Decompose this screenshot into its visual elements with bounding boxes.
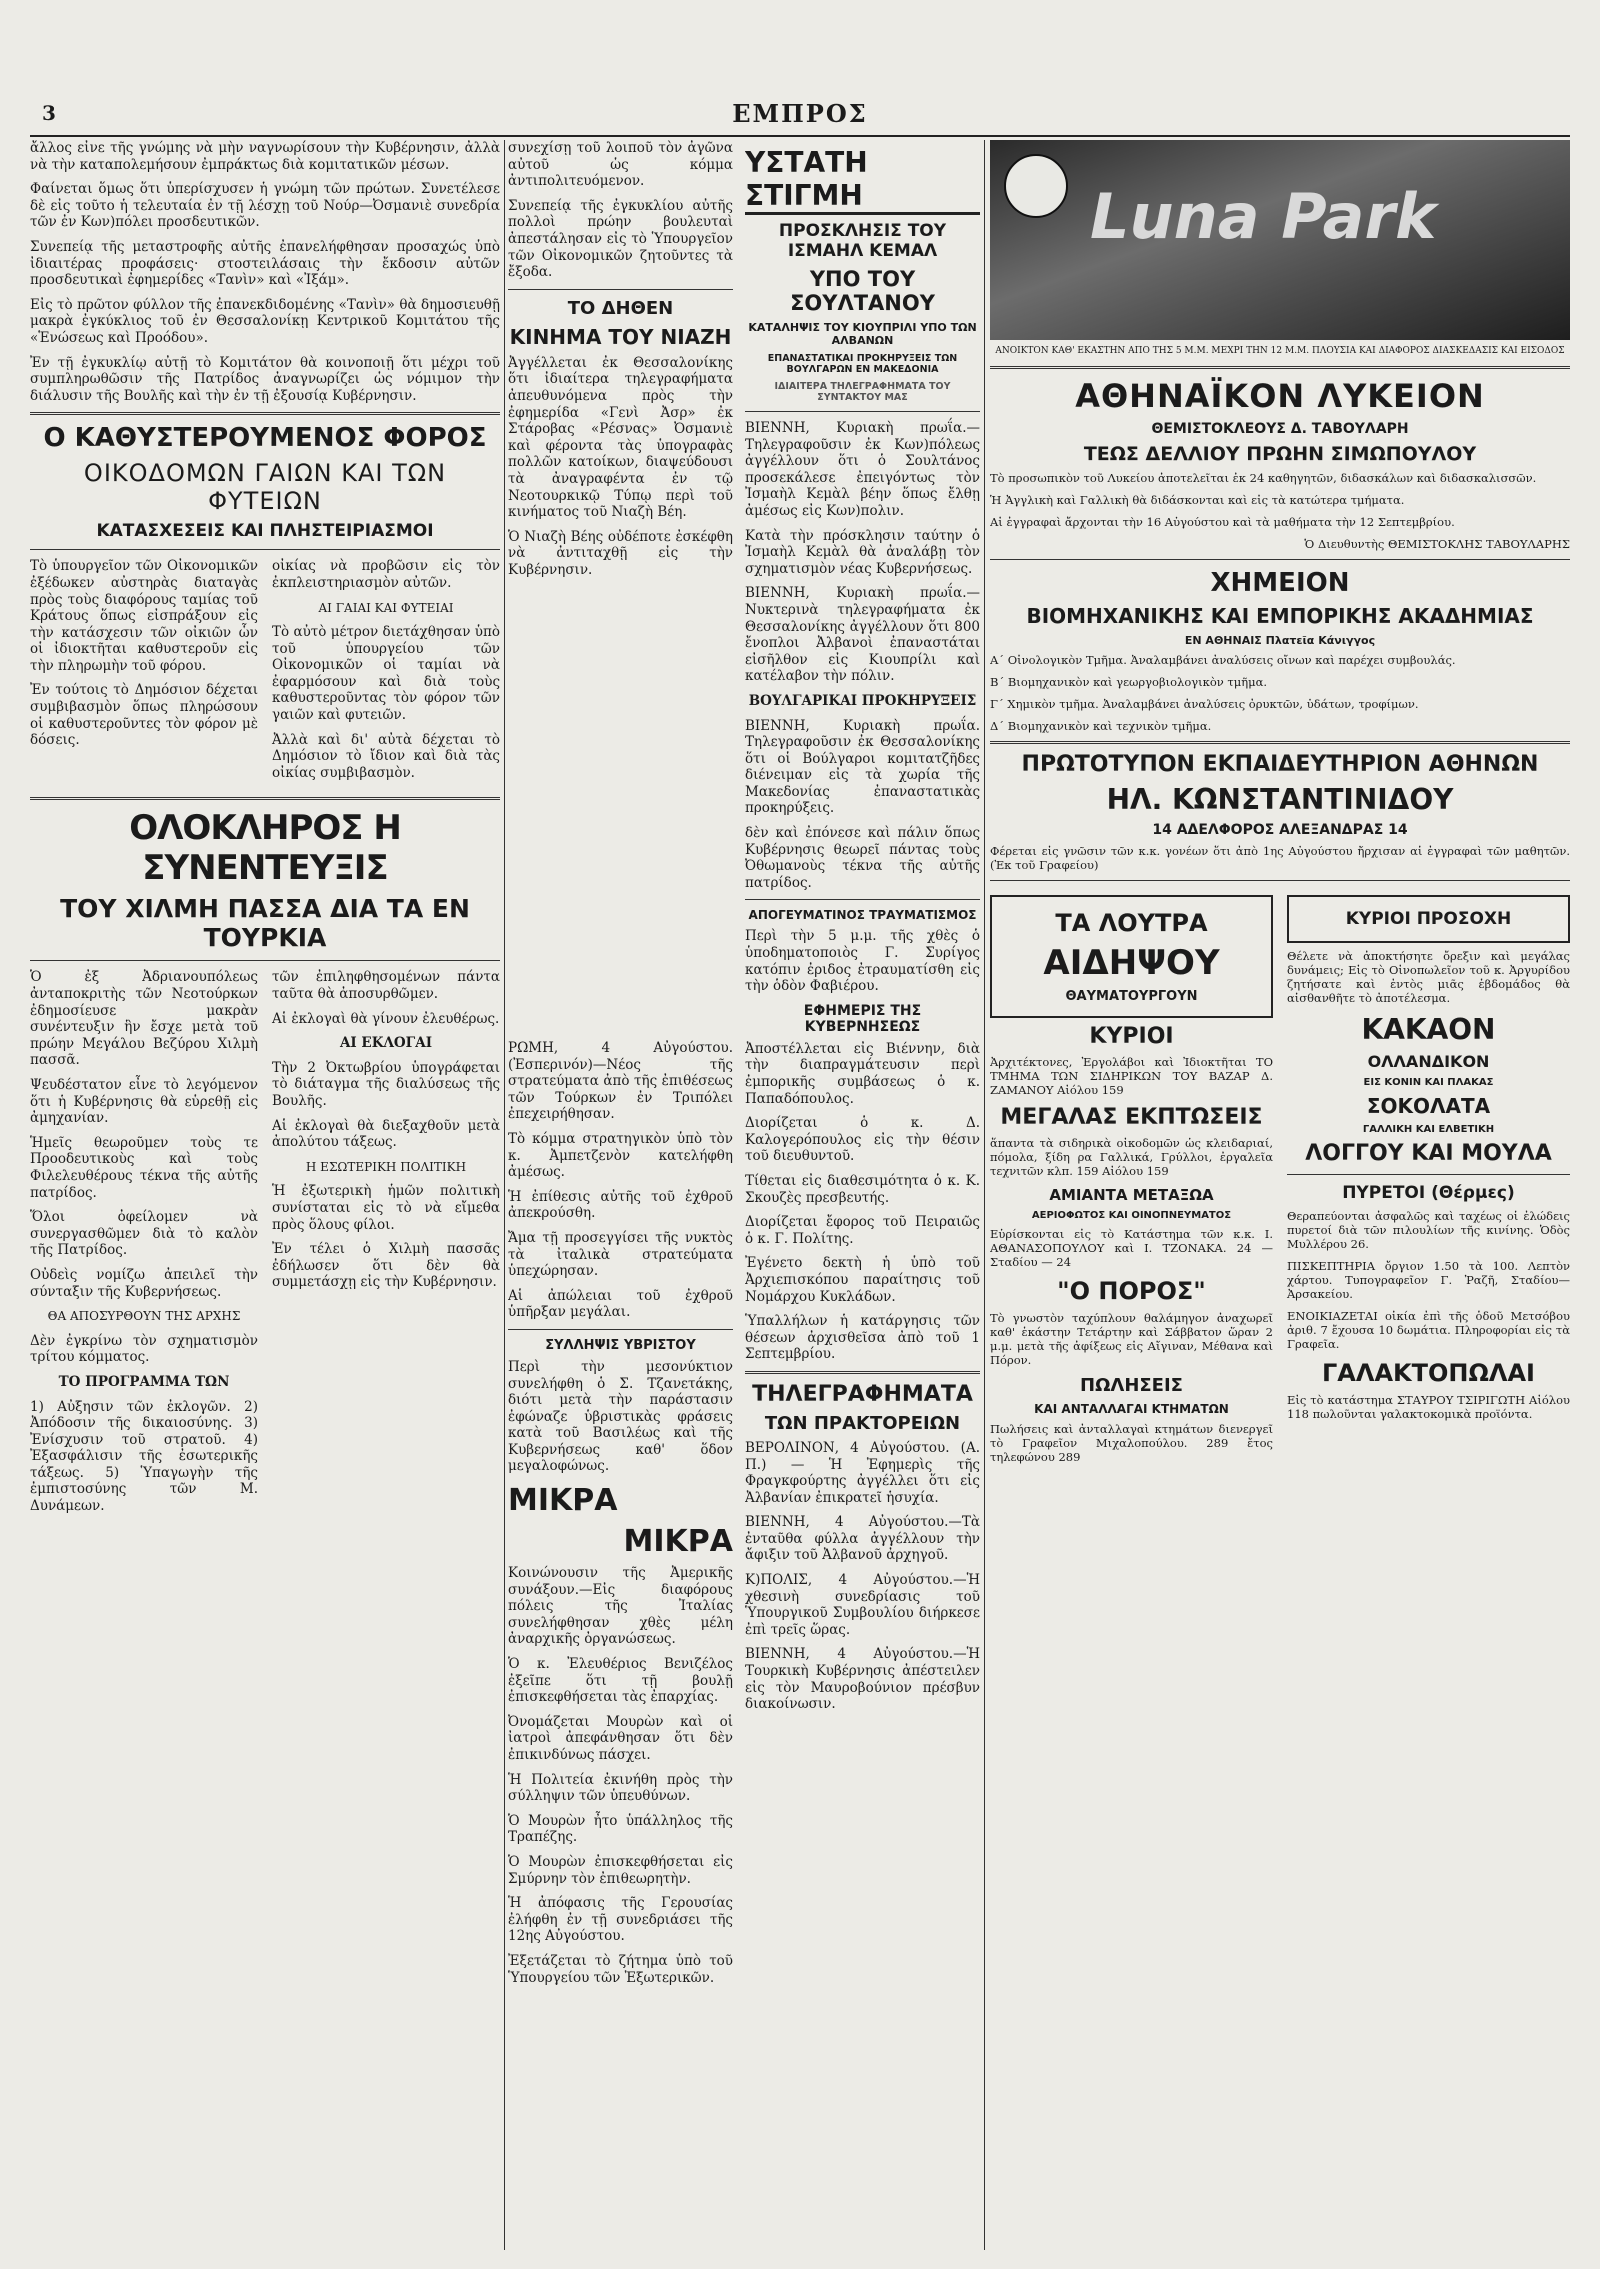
paragraph: Φαίνεται ὅμως ὅτι ὑπερίσχυσεν ἡ γνώμη τῶν πρώτων. Συνετέλεσε δὲ εἰς τοῦτο ἡ τελευταία ἐν τῇ λέσχῃ τοῦ Νούρ—Ὀσμανιὲ συνεδρία τῶν ἐν Κων)πόλει προσδευτικῶν.	[30, 181, 500, 231]
section-heading: ΘΑ ΑΠΟΣΥΡΘΟΥΝ ΤΗΣ ΑΡΧΗΣ	[47, 1309, 241, 1324]
divider	[30, 549, 500, 550]
ad-title: ΚΥΡΙΟΙ	[1089, 1024, 1174, 1049]
ad-subtitle: ΒΙΟΜΗΧΑΝΙΚΗΣ ΚΑΙ ΕΜΠΟΡΙΚΗΣ ΑΚΑΔΗΜΙΑΣ	[1026, 604, 1534, 628]
paragraph: Ὁ κ. Ἐλευθέριος Βενιζέλος ἐξεῖπε ὅτι τῇ βουλῇ ἐπισκεφθήσεται τὰς ἐπαρχίας.	[508, 1656, 733, 1706]
subheadline: ΚΑΤΑΛΗΨΙΣ ΤΟΥ ΚΙΟΥΠΡΙΛΙ ΥΠΟ ΤΩΝ ΑΛΒΑΝΩΝ	[748, 321, 977, 347]
ad-subtitle: ΘΑΥΜΑΤΟΥΡΓΟΥΝ	[1065, 989, 1198, 1004]
paragraph: ΠΙΣΚΕΠΤΗΡΙΑ ὄργιον 1.50 τὰ 100. Λεπτὸν χάρτου. Τυπογραφεῖον Γ. Ῥαζῆ, Σταδίου—Ἀρσακείου.	[1287, 1259, 1570, 1301]
ads-two-columns	[990, 889, 1570, 1472]
paragraph: ΒΙΕΝΝΗ, Κυριακὴ πρωΐα. Τηλεγραφοῦσιν ἐκ Θεσσαλονίκης ὅτι οἱ Βούλγαροι κομιτατζῆδες διένειμαν εἰς τὰ χωρία τῆς Μακεδονίας ἐπαναστατικὰς προκηρύξεις.	[745, 717, 980, 817]
ad-title: ΠΥΡΕΤΟΙ (Θέρμες)	[1342, 1183, 1515, 1203]
paragraph: Διορίζεται ὁ κ. Δ. Καλογερόπουλος εἰς τὴν θέσιν τοῦ διευθυντοῦ.	[745, 1115, 980, 1165]
paragraph: Τίθεται εἰς διαθεσιμότητα ὁ κ. Κ. Σκουζὲς πρεσβευτής.	[745, 1172, 980, 1206]
paragraph: Φέρεται εἰς γνῶσιν τῶν κ.κ. γονέων ὅτι ἀπὸ 1ης Αὐγούστου ἤρχισαν αἱ ἐγγραφαὶ τῶν μαθητῶν. (Ἐκ τοῦ Γραφείου)	[990, 844, 1570, 872]
divider	[990, 366, 1570, 369]
ad-subtitle: ΑΕΡΙΟΦΩΤΟΣ ΚΑΙ ΟΙΝΟΠΝΕΥΜΑΤΟΣ	[1031, 1210, 1232, 1221]
paragraph: Ὁ ἐξ Ἀδριανουπόλεως ἀνταποκριτὴς τῶν Νεοτούρκων ἐδημοσίευσε μακρὰν συνέντευξιν ἣν ἔσχε μετὰ τοῦ πρώην Μεγάλου Βεζύρου Χιλμὴ πασσᾶ.	[30, 969, 258, 1069]
column-divider	[984, 140, 985, 2250]
paragraph: Ὑπαλλήλων ἡ κατάργησις τῶν θέσεων ἀρχισθεῖσα ἀπὸ τοῦ 1 Σεπτεμβρίου.	[745, 1313, 980, 1363]
section-heading: ΤΟ ΠΡΟΓΡΑΜΜΑ ΤΩΝ	[58, 1373, 230, 1390]
paragraph: 1) Αὐξησιν τῶν ἐκλογῶν. 2) Ἀπόδοσιν τῆς δικαιοσύνης. 3) Ἐνίσχυσιν τοῦ στρατοῦ. 4) Ἐξασφάλισιν τῆς ἐσωτερικῆς τάξεως. 5) Ὑπαγωγὴν τῆς ἐμπιστοσύνης τῶν Μ. Δυνάμεων.	[30, 1398, 258, 1515]
masthead	[30, 95, 1570, 137]
divider	[508, 289, 733, 290]
paragraph: Περὶ τὴν μεσονύκτιον συνελήφθη ὁ Σ. Τζανετάκης, διότι μετὰ τὴν παράστασιν ἐφώναζε ὑβριστικὰς φράσεις κατὰ τοῦ Βασιλέως καὶ τῆς Κυβερνήσεως καθ' ὅδον μεγαλοφώνως.	[508, 1358, 733, 1475]
ad-subtitle: ΤΕΩΣ ΔΕΛΛΙΟΥ ΠΡΩΗΝ ΣΙΜΩΠΟΥΛΟΥ	[1083, 443, 1477, 465]
page-number: 3	[42, 101, 56, 125]
paragraph: Ὀνομάζεται Μουρὼν καὶ οἱ ἰατροὶ ἀπεφάνθησαν ὅτι δὲν ἐπικινδύνως πάσχει.	[508, 1713, 733, 1763]
cinema-caption: ΑΝΟΙΚΤΟΝ ΚΑΘ' ΕΚΑΣΤΗΝ ΑΠΟ ΤΗΣ 5 Μ.Μ. ΜΕΧΡΙ ΤΗΝ 12 Μ.Μ. ΠΛΟΥΣΙΑ ΚΑΙ ΔΙΑΦΟΡΟΣ ΔΙΑΣΚΕΔΑΣΙΣ ΚΑΙ ΕΙΣΟΔΟΣ	[995, 346, 1565, 356]
ad-subtitle: ΕΙΣ ΚΟΝΙΝ ΚΑΙ ΠΛΑΚΑΣ	[1363, 1077, 1494, 1088]
paragraph: ΒΙΕΝΝΗ, 4 Αὐγούστου.—Τὰ ἐνταῦθα φύλλα ἀγγέλλουν τὴν ἄφιξιν τοῦ Ἀλβανοῦ ἀρχηγοῦ.	[745, 1514, 980, 1564]
paragraph: Τὸ ὑπουργεῖον τῶν Οἰκονομικῶν ἐξέδωκεν αὐστηρὰς διαταγὰς πρὸς τοὺς διαφόρους ταμίας τοῦ Κράτους ὅπως εἰσπράξουν εἰς τὴν κατάσχεσιν τῶν οἰκιῶν ὧν οἱ ἰδιοκτῆται καθυστεροῦν εἰς τὴν πληρωμὴν τοῦ φόρου.	[30, 558, 258, 674]
paragraph: Κατὰ τὴν πρόσκλησιν ταύτην ὁ Ἰσμαὴλ Κεμὰλ θὰ ἀναλάβῃ τὸν σχηματισμὸν νέας Κυβερνήσεως.	[745, 527, 980, 577]
paragraph: Ὁ Μουρὼν ἐπισκεφθήσεται εἰς Σμύρνην τὸν ἐπιθεωρητὴν.	[508, 1853, 733, 1887]
ad-subtitle: ΘΕΜΙΣΤΟΚΛΕΟΥΣ Δ. ΤΑΒΟΥΛΑΡΗ	[1151, 421, 1409, 437]
newspaper-title: ΕΜΠΡΟΣ	[732, 99, 868, 128]
paragraph: Τὸ κόμμα στρατηγικὸν ὑπὸ τὸν κ. Ἀμπετζενὸν κατελήφθη ἀμέσως.	[508, 1130, 733, 1181]
column-1	[30, 140, 500, 2250]
paragraph: Ὅλοι ὀφείλομεν νὰ συνεργασθῶμεν διὰ τὸ καλὸν τῆς Πατρίδος.	[30, 1209, 258, 1259]
paragraph: ΒΕΡΟΛΙΝΟΝ, 4 Αὐγούστου. (Α. Π.) — Ἡ Ἐφημερὶς τῆς Φραγκφούρτης ἀγγέλλει ὅτι εἰς Ἀλβανίαν ἐπικρατεῖ ἡσυχία.	[745, 1439, 980, 1506]
ad-box-prosoxi	[1287, 895, 1570, 943]
paragraph: Ἐγένετο δεκτὴ ἡ ὑπὸ τοῦ Ἀρχιεπισκόπου παραίτησις τοῦ Νομάρχου Κυκλάδων.	[745, 1255, 980, 1305]
paragraph: Ἀλλὰ καὶ δι' αὐτὰ δέχεται τὸ Δημόσιον τὸ ἴδιον καὶ διὰ τὰς οἰκίας συμβιβασμὸν.	[272, 731, 500, 781]
ad-title: ΚΑΚΑΟΝ	[1361, 1013, 1496, 1046]
paragraph: Β΄ Βιομηχανικὸν καὶ γεωργοβιολογικὸν τμῆμα.	[990, 675, 1268, 689]
ad-title: ΚΥΡΙΟΙ ΠΡΟΣΟΧΗ	[1345, 909, 1512, 929]
signature: Ὁ Διευθυντὴς ΘΕΜΙΣΤΟΚΛΗΣ ΤΑΒΟΥΛΑΡΗΣ	[1304, 537, 1570, 551]
paragraph: ΒΙΕΝΝΗ, Κυριακὴ πρωΐα.—Νυκτερινὰ τηλεγραφήματα ἐκ Θεσσαλονίκης ἀγγέλλουν ὅτι 800 ἔνοπλοι Ἀλβανοὶ ἐπαναστάται εἰσῆλθον εἰς Κιουπρίλι καὶ κατέλαβον τὴν πόλιν.	[745, 585, 980, 685]
paragraph: Ἐν τῇ ἐγκυκλίῳ αὐτῇ τὸ Κομιτάτον θὰ κοινοποιῇ ὅτι μέχρι τοῦ συμπληρωθῶσιν τῆς Πατρίδος ἀναγνωρίζει ὡς νόμιμον τὴν διάλυσιν τῆς Βουλῆς καὶ τὴν ἐν τῇ ἐξουσίᾳ Κυβέρνησιν.	[30, 354, 500, 404]
divider	[745, 899, 980, 900]
paragraph: Δὲν ἐγκρίνω τὸν σχηματισμὸν τρίτου κόμματος.	[30, 1332, 258, 1366]
paragraph: Κοινώνουσιν τῆς Ἀμερικῆς συνάξουν.—Εἰς διαφόρους πόλεις τῆς Ἰταλίας συνελήφθησαν χθὲς μέλη ἀναρχικῆς ὀργανώσεως.	[508, 1565, 733, 1648]
divider	[745, 1371, 980, 1374]
ad-title: ΑΜΙΑΝΤΑ ΜΕΤΑΞΩΑ	[1049, 1186, 1214, 1204]
paragraph: Ἡ ἀπόφασις τῆς Γερουσίας ἐλήφθη ἐν τῇ συνεδριάσει τῆς 12ης Αὐγούστου.	[508, 1895, 733, 1945]
ad-subtitle: ΗΛ. ΚΩΝΣΤΑΝΤΙΝΙΔΟΥ	[1106, 783, 1454, 816]
headline: ΑΠΟΓΕΥΜΑΤΙΝΟΣ ΤΡΑΥΜΑΤΙΣΜΟΣ	[748, 908, 977, 923]
ad-title: ΤΑ ΛΟΥΤΡΑ	[1055, 909, 1208, 937]
ad-box-loutra	[990, 895, 1273, 1018]
paragraph: Ἀρχιτέκτονες, Ἐργολάβοι καὶ Ἰδιοκτῆται ΤΟ ΤΜΗΜΑ ΤΩΝ ΣΙΔΗΡΙΚΩΝ ΤΟΥ ΒΑΖΑΡ Δ. ΖΑΜΑΝΟΥ Αἰόλου 159	[990, 1055, 1273, 1097]
section-heading: ΑΙ ΕΚΛΟΓΑΙ	[339, 1035, 433, 1052]
subheadline: ΙΔΙΑΙΤΕΡΑ ΤΗΛΕΓΡΑΦΗΜΑΤΑ ΤΟΥ ΣΥΝΤΑΚΤΟΥ ΜΑΣ	[774, 381, 951, 403]
headline: ΟΙΚΟΔΟΜΩΝ ΓΑΙΩΝ ΚΑΙ ΤΩΝ ΦΥΤΕΙΩΝ	[83, 459, 447, 516]
divider	[508, 1329, 733, 1330]
section-heading: ΒΟΥΛΓΑΡΙΚΑΙ ΠΡΟΚΗΡΥΞΕΙΣ	[748, 692, 977, 709]
paragraph: Θεραπεύονται ἀσφαλῶς καὶ ταχέως οἱ ἐλώδεις πυρετοί διὰ τῶν πιλουλίων τῆς κινίνης. Ὁδὸς Μυλλέρου 26.	[1287, 1209, 1570, 1251]
paragraph: Αἱ ἀπώλειαι τοῦ ἐχθροῦ ὑπῆρξαν μεγάλαι.	[508, 1287, 733, 1321]
paragraph: Ἡ Ἀγγλικὴ καὶ Γαλλικὴ θὰ διδάσκονται καὶ εἰς τὰ κατώτερα τμήματα.	[990, 493, 1405, 507]
paragraph: ΡΩΜΗ, 4 Αὐγούστου. (Ἐσπερινόν)—Νέος τῆς στρατεύματα ἀπὸ τῆς ἐπιθέσεως τῶν Τούρκων ἐν Τριπόλει ἐπεχειρήθησαν.	[508, 1040, 733, 1123]
paragraph: Περὶ τὴν 5 μ.μ. τῆς χθὲς ὁ ὑποδηματοποιὸς Γ. Συρίγος κατόπιν ἐριδος ἐτραυματίσθη εἰς τὴν ὁδὸν Φαβιέρου.	[745, 928, 980, 995]
divider	[745, 411, 980, 412]
ad-title: ΑΙΔΗΨΟΥ	[1043, 943, 1220, 983]
headline: ΟΛΟΚΛΗΡΟΣ Η ΣΥΝΕΝΤΕΥΞΙΣ	[129, 808, 401, 889]
article-body	[30, 969, 500, 1522]
divider	[30, 412, 500, 415]
paragraph: Εἰς τὸ κατάστημα ΣΤΑΥΡΟΥ ΤΣΙΡΙΓΩΤΗ Αἰόλου 118 πωλοῦνται γαλακτοκομικὰ προϊόντα.	[1287, 1393, 1570, 1421]
ad-title: ΠΩΛΗΣΕΙΣ	[1080, 1375, 1183, 1396]
headline: ΣΥΛΛΗΨΙΣ ΥΒΡΙΣΤΟΥ	[545, 1337, 696, 1353]
paragraph: ΒΙΕΝΝΗ, 4 Αὐγούστου.—Ἡ Τουρκικὴ Κυβέρνησις ἀπέστειλεν εἰς τὸν Μαυροβούνιον πρέσβυν διακοίνωσιν.	[745, 1646, 980, 1713]
ad-title: ΣΟΚΟΛΑΤΑ	[1366, 1094, 1491, 1118]
headline: ΤΟΥ ΧΙΛΜΗ ΠΑΣΣΑ ΔΙΑ ΤΑ ΕΝ ΤΟΥΡΚΙΑ	[60, 894, 470, 953]
paragraph: Ἡμεῖς θεωροῦμεν τοὺς τε Προοδευτικοὺς καὶ τοὺς Φιλελευθέρους τέκνα τῆς αὐτῆς πατρίδος.	[30, 1134, 258, 1201]
ad-title: "Ο ΠΟΡΟΣ"	[1057, 1277, 1206, 1305]
column-2b	[745, 140, 980, 2250]
paragraph: Ὁ Νιαζὴ Βέης οὐδέποτε ἐσκέφθη νὰ ἀντιταχθῇ εἰς τὴν Κυβέρνησιν.	[508, 528, 733, 578]
article-body	[30, 558, 500, 789]
paragraph: τῶν ἐπιληφθησομένων πάντα ταῦτα θὰ ἀποσυρθῶμεν.	[272, 969, 500, 1003]
paragraph: Α΄ Οἰνολογικὸν Τμῆμα. Ἀναλαμβάνει ἀναλύσεις οἴνων καὶ παρέχει συμβουλάς.	[990, 653, 1456, 667]
section-heading: ΑΙ ΓΑΙΑΙ ΚΑΙ ΦΥΤΕΙΑΙ	[318, 600, 454, 615]
headline: ΕΦΗΜΕΡΙΣ ΤΗΣ ΚΥΒΕΡΝΗΣΕΩΣ	[803, 1002, 922, 1035]
divider	[1287, 1174, 1570, 1175]
paragraph: Κ)ΠΟΛΙΣ, 4 Αὐγούστου.—Ἡ χθεσινὴ συνεδρίασις τοῦ Ὑπουργικοῦ Συμβουλίου διήρκεσε ἐπὶ τρεῖς ὥρας.	[745, 1572, 980, 1638]
divider	[990, 741, 1570, 744]
divider	[990, 880, 1570, 881]
paragraph: Τὸ γνωστὸν ταχύπλουν θαλάμηγον ἀναχωρεῖ καθ' ἑκάστην Τετάρτην καὶ Σάββατον ὥραν 2 μ.μ. μετὰ τῆς ἀφίξεως εἰς Αἴγιναν, Μέθανα καὶ Πόρον.	[990, 1311, 1273, 1367]
headline: ΥΣΤΑΤΗ ΣΤΙΓΜΗ	[745, 146, 980, 215]
ad-subtitle: ΓΑΛΛΙΚΗ ΚΑΙ ΕΛΒΕΤΙΚΗ	[1362, 1124, 1495, 1135]
column-2-lower	[508, 1040, 733, 2250]
paragraph: ἄλλος εἶνε τῆς γνώμης νὰ μὴν ναγνωρίσουν τὴν Κυβέρνησιν, ἀλλὰ νὰ τὴν καταπολεμήσουν ἐμπράκτως διὰ κομιτατικῶν μέσων.	[30, 140, 500, 173]
paragraph: Πωλήσεις καὶ ἀνταλλαγαὶ κτημάτων διενεργεῖ τὸ Γραφεῖον Μιχαλοπούλου. 289 ἔτος τηλεφώνου 289	[990, 1422, 1273, 1464]
paragraph: Ἐξετάζεται τὸ ζήτημα ὑπὸ τοῦ Ὑπουργείου τῶν Ἐξωτερικῶν.	[508, 1952, 733, 1986]
section-heading: Η ΕΣΩΤΕΡΙΚΗ ΠΟΛΙΤΙΚΗ	[305, 1159, 467, 1174]
headline: ΤΗΛΕΓΡΑΦΗΜΑΤΑ	[752, 1381, 973, 1407]
paragraph: Ἐν τούτοις τὸ Δημόσιον δέχεται συμβιβασμὸν ὅπως πληρώσουν οἱ καθυστεροῦντες τὸν φόρον μὲ δόσεις.	[30, 682, 258, 749]
ad-title: ΜΕΓΑΛΑΣ ΕΚΠΤΩΣΕΙΣ	[1000, 1105, 1263, 1130]
paragraph: Συνεπείᾳ τῆς ἐγκυκλίου αὐτῆς πολλοὶ πρώην βουλευταὶ ἀπεστάλησαν εἰς τὸ Ὑπουργεῖον τῶν Οἰκονομικῶν ζητοῦντες τὰ ἔξοδα.	[508, 197, 733, 281]
paragraph: Ἀποστέλλεται εἰς Βιέννην, διὰ τὴν διαπραγμάτευσιν περὶ ἐμπορικῆς συμβάσεως ὁ κ. Παπαδόπουλος.	[745, 1040, 980, 1107]
divider	[30, 797, 500, 800]
subheadline: ΕΠΑΝΑΣΤΑΤΙΚΑΙ ΠΡΟΚΗΡΥΞΕΙΣ ΤΩΝ ΒΟΥΛΓΑΡΩΝ ΕΝ ΜΑΚΕΔΟΝΙΑ	[767, 353, 958, 375]
paragraph: δὲν καὶ ἐπόνεσε καὶ πάλιν ὅπως Κυβέρνησις θεωρεῖ πάντας τοὺς Ὀθωμανοὺς τέκνα τῆς αὐτῆς πατρίδος.	[745, 825, 980, 891]
paragraph: Θέλετε νὰ ἀποκτήσητε ὄρεξιν καὶ μεγάλας δυνάμεις; Εἰς τὸ Οἰνοπωλεῖον τοῦ κ. Ἀργυρίδου ζητήσατε καὶ ἐντὸς μιᾶς ἑβδομάδος θὰ αἰσθανθῆτε τὸ ἀποτέλεσμα.	[1287, 949, 1570, 1005]
paragraph: Ὁ Μουρὼν ἦτο ὑπάλληλος τῆς Τραπέζης.	[508, 1812, 733, 1846]
paragraph: ἅπαντα τὰ σιδηρικὰ οἰκοδομῶν ὡς κλειδαριαί, πόμολα, ξίδη ρα Γαλλικά, Γρύλλοι, ἐργαλεῖα τεχνιτῶν κλπ. 159 Αἰόλου 159	[990, 1136, 1273, 1178]
ad-title: ΛΟΓΓΟΥ ΚΑΙ ΜΟΥΛΑ	[1305, 1141, 1552, 1166]
paragraph: Τὴν 2 Ὀκτωβρίου ὑπογράφεται τὸ διάταγμα τῆς διαλύσεως τῆς Βουλῆς.	[272, 1059, 500, 1109]
paragraph: Τὸ αὐτὸ μέτρον διετάχθησαν ὑπὸ τοῦ ὑπουργείου τῶν Οἰκονομικῶν οἱ ταμίαι νὰ ἐφαρμόσουν καὶ διὰ τοὺς καθυστεροῦντας τὸν φόρον τῶν γαιῶν καὶ φυτειῶν.	[272, 624, 500, 724]
ad-title: ΓΑΛΑΚΤΟΠΩΛΑΙ	[1322, 1359, 1535, 1387]
paragraph: Αἱ ἐκλογαὶ θὰ γίνουν ἐλευθέρως.	[272, 1010, 500, 1027]
headline: Ο ΚΑΘΥΣΤΕΡΟΥΜΕΝΟΣ ΦΟΡΟΣ	[43, 423, 487, 454]
headline: ΚΙΝΗΜΑ ΤΟΥ ΝΙΑΖΗ	[509, 324, 732, 349]
paragraph: Ἀγγέλλεται ἐκ Θεσσαλονίκης ὅτι ἰδιαίτερα τηλεγραφήματα ἀπευθυνόμενα πρὸς τὴν ἐφημερίδα «Γενὶ Ἀσρ» ἐκ Στάροβας «Ρέσνας» Ὀσμανιὲ καὶ φέροντα τὰς ὑπογραφὰς πολλῶν κατοίκων, διαψεύδουσι τὰ ἀναγραφέντα ἐν τῷ Νεοτουρκικῷ Τύπῳ περὶ τοῦ κινήματος τοῦ Νιαζὴ Βέη.	[508, 354, 733, 521]
ad-subtitle: ΟΛΛΑΝΔΙΚΟΝ	[1367, 1052, 1490, 1071]
paragraph: Εὑρίσκονται εἰς τὸ Κατάστημα τῶν κ.κ. Ι. ΑΘΑΝΑΣΟΠΟΥΛΟΥ καὶ Ι. ΤΖΟΝΑΚΑ. 24 — Σταδίου — 24	[990, 1227, 1273, 1269]
ad-subtitle: 14 ΑΔΕΛΦΟΡΟΣ ΑΛΕΞΑΝΔΡΑΣ 14	[1152, 822, 1408, 838]
cinema-ad-image	[990, 140, 1570, 340]
headline: ΠΡΟΣΚΛΗΣΙΣ ΤΟΥ ΙΣΜΑΗΛ ΚΕΜΑΛ	[778, 221, 947, 261]
column-divider	[504, 140, 505, 2250]
ad-subtitle: ΕΝ ΑΘΗΝΑΙΣ Πλατεῖα Κάνιγγος	[1184, 634, 1376, 647]
ad-title: ΠΡΩΤΟΤΥΠΟΝ ΕΚΠΑΙΔΕΥΤΗΡΙΟΝ ΑΘΗΝΩΝ	[1021, 752, 1539, 777]
paragraph: Διορίζεται ἔφορος τοῦ Πειραιῶς ὁ κ. Γ. Πολίτης.	[745, 1214, 980, 1247]
paragraph: Δ΄ Βιομηχανικὸν καὶ τεχνικὸν τμῆμα.	[990, 719, 1212, 733]
headline: ΤΟ ΔΗΘΕΝ	[567, 297, 674, 319]
cinema-ad-word: Luna Park	[1090, 180, 1437, 253]
paragraph: συνεχίσῃ τοῦ λοιποῦ τὸν ἀγῶνα αὐτοῦ ὡς κόμμα ἀντιπολιτευόμενον.	[508, 140, 733, 190]
headline: ΜΙΚΡΑ	[508, 1483, 618, 1519]
paragraph: Γ΄ Χημικὸν τμῆμα. Ἀναλαμβάνει ἀναλύσεις ὀρυκτῶν, ὑδάτων, τροφίμων.	[990, 697, 1419, 711]
paragraph: Εἰς τὸ πρῶτον φύλλον τῆς ἐπανεκδιδομένης «Τανὶν» θὰ δημοσιευθῇ μακρὰ ἐγκύκλιος τοῦ ἐν Θεσσαλονίκῃ Κεντρικοῦ Κομιτάτου τῆς «Ἑνώσεως καὶ Προόδου».	[30, 296, 500, 346]
paragraph: ΕΝΟΙΚΙΑΖΕΤΑΙ οἰκία ἐπὶ τῆς ὁδοῦ Μετσόβου ἀριθ. 7 ἔχουσα 10 δωμάτια. Πληροφορίαι εἰς τὰ Γραφεῖα.	[1287, 1309, 1570, 1351]
paragraph: οἰκίας νὰ προβῶσιν εἰς τὸν ἐκπλειστηριασμὸν αὐτῶν.	[272, 558, 500, 591]
paragraph: Αἱ ἐγγραφαὶ ἄρχονται τὴν 16 Αὐγούστου καὶ τὰ μαθήματα τὴν 12 Σεπτεμβρίου.	[990, 515, 1455, 529]
paragraph: Ἄμα τῇ προσεγγίσει τῆς νυκτὸς τὰ ἰταλικὰ στρατεύματα ὑπεχώρησαν.	[508, 1229, 733, 1280]
paragraph: Ἐν τέλει ὁ Χιλμὴ πασσᾶς ἐδήλωσεν ὅτι δὲν θὰ συμμετάσχῃ εἰς τὴν Κυβέρνησιν.	[272, 1241, 500, 1291]
paragraph: Οὐδεὶς νομίζω ἀπειλεῖ τὴν σύνταξιν τῆς Κυβερνήσεως.	[30, 1266, 258, 1300]
moon-face-icon	[1004, 154, 1068, 218]
paragraph: Ψευδέστατον εἶνε τὸ λεγόμενον ὅτι ἡ Κυβέρνησις θὰ εὑρεθῇ εἰς ἀμηχανίαν.	[30, 1077, 258, 1127]
paragraph: ΒΙΕΝΝΗ, Κυριακὴ πρωΐα.—Τηλεγραφοῦσιν ἐκ Κων)πόλεως ἀγγέλλουν ὅτι ὁ Σουλτάνος προσεκάλεσε ἐπειγόντως τὸν Ἰσμαὴλ Κεμὰλ βέην ὅπως ἔλθῃ ἀμέσως εἰς Κων)πολιν.	[745, 420, 980, 519]
ad-title: ΑΘΗΝΑΪΚΟΝ ΛΥΚΕΙΟΝ	[1075, 377, 1485, 415]
headline: ΜΙΚΡΑ	[623, 1524, 733, 1560]
paragraph: Συνεπείᾳ τῆς μεταστροφῆς αὐτῆς ἐπανελήφθησαν προσαχώς ὑπὸ ἰδιαιτέρας προφάσεις· στοστειλάσαις τὴν ἔκδοσιν αὐτῶν προσδευτικαὶ ἐφημερίδες «Τανὶν» καὶ «Ἰξάμ».	[30, 238, 500, 289]
divider	[990, 559, 1570, 560]
paragraph: Ἡ Πολιτεία ἐκινήθη πρὸς τὴν σύλληψιν τῶν ὑπευθύνων.	[508, 1771, 733, 1805]
column-3-ads	[990, 140, 1570, 2250]
paragraph: Ἡ ἐξωτερικὴ ἡμῶν πολιτικὴ συνίσταται εἰς τὸ νὰ εἴμεθα πρὸς ὅλους φίλοι.	[272, 1183, 500, 1233]
paragraph: Ἡ ἐπίθεσις αὐτῆς τοῦ ἐχθροῦ ἀπεκρούσθη.	[508, 1188, 733, 1222]
sub-column-left	[508, 140, 733, 586]
ad-title: ΧΗΜΕΙΟΝ	[1210, 568, 1350, 598]
paragraph: Τὸ προσωπικὸν τοῦ Λυκείου ἀποτελεῖται ἐκ 24 καθηγητῶν, διδασκάλων καὶ διδασκαλισσῶν.	[990, 471, 1537, 485]
paragraph: Αἱ ἐκλογαὶ θὰ διεξαχθοῦν μετὰ ἀπολύτου τάξεως.	[272, 1117, 500, 1151]
subheadline: ΚΑΤΑΣΧΕΣΕΙΣ ΚΑΙ ΠΛΗΣΤΕΙΡΙΑΣΜΟΙ	[96, 521, 434, 542]
headline: ΥΠΟ ΤΟΥ ΣΟΥΛΤΑΝΟΥ	[790, 267, 935, 315]
headline: ΤΩΝ ΠΡΑΚΤΟΡΕΙΩΝ	[764, 1412, 961, 1434]
ad-subtitle: ΚΑΙ ΑΝΤΑΛΛΑΓΑΙ ΚΤΗΜΑΤΩΝ	[1034, 1402, 1229, 1416]
divider	[30, 960, 500, 961]
